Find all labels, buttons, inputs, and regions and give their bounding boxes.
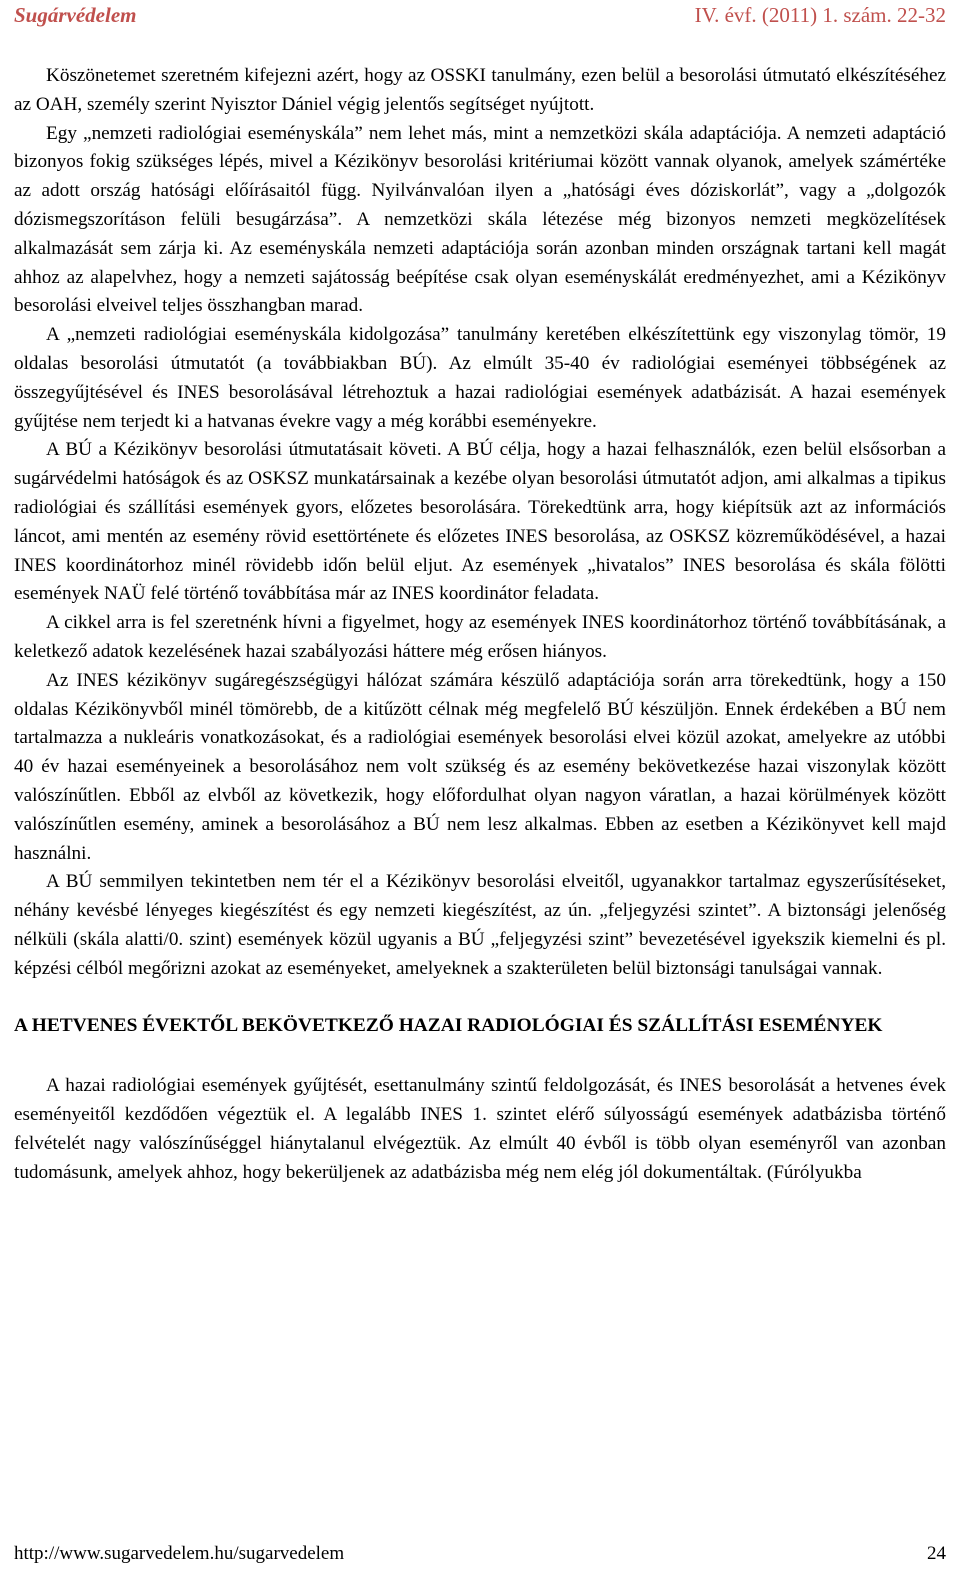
page-header: [14, 2, 946, 28]
page-footer: [14, 1541, 946, 1567]
footer-url[interactable]: http://www.sugarvedelem.hu/sugarvedelem: [14, 1543, 345, 1564]
section-paragraph: A hazai radiológiai események gyűjtését, esettanulmány szintű feldolgozását, és INES besorolását a hetvenes évek eseményeitől kezdődően végeztük el. A legalább INES 1. szintet elérő súlyosságú események adatbázisba történő felvételét nagy valószínűséggel hiánytalanul elvégeztük. Az elmúlt 40 évből is több olyan eseményről van azonban tudomásunk, amelyek ahhoz, hogy bekerüljenek az adatbázisba még nem elég jól dokumentáltak. (Fúrólyukba: [14, 1075, 946, 1183]
journal-title: Sugárvédelem: [14, 2, 137, 27]
paragraph: A BÚ a Kézikönyv besorolási útmutatásait követi. A BÚ célja, hogy a hazai felhasználók, ezen belül elsősorban a sugárvédelmi hatóságok és az OSKSZ munkatársainak a kezébe olyan besorolási útmutatót adjon, ami alkalmas a tipikus radiológiai és szállítási események gyors, előzetes besorolására. Törekedtünk arra, hogy kiépítsük azt az információs láncot, ami mentén az esemény rövid esettörténete és előzetes INES besorolása, az OSKSZ közreműködésével, a hazai INES koordinátorhoz minél rövidebb időn belül eljut. Az események „hivatalos” INES besorolása és skála fölötti események NAÜ felé történő továbbítása már az INES koordinátor feladata.: [14, 439, 946, 605]
paragraph-acknowledgement: Köszönetemet szeretném kifejezni azért, hogy az OSSKI tanulmány, ezen belül a besorolási útmutató elkészítéséhez az OAH, személy szerint Nyisztor Dániel végig jelentős segítséget nyújtott.: [14, 65, 946, 115]
paragraph: Egy „nemzeti radiológiai eseményskála” nem lehet más, mint a nemzetközi skála adaptációja. A nemzeti adaptáció bizonyos fokig szükséges lépés, mivel a Kézikönyv besorolási kritériumai között vannak olyanok, amelyek számértéke az adott ország hatósági előírásaitól függ. Nyilvánvalóan ilyen a „hatósági éves dóziskorlát”, vagy a „dolgozók dózismegszorításon felüli besugárzása”. A nemzetközi skála létezése még bizonyos nemzeti megközelítések alkalmazását sem zárja ki. Az eseményskála nemzeti adaptációja során azonban minden országnak tartani kell magát ahhoz az alapelvhez, hogy a nemzeti sajátosság beépítése csak olyan eseményskálát eredményezhet, ami a Kézikönyv besorolási elveivel teljes összhangban marad.: [14, 122, 946, 317]
paragraph: Az INES kézikönyv sugáregészségügyi hálózat számára készülő adaptációja során arra törekedtünk, hogy a 150 oldalas Kézikönyvből minél tömörebb, de a kitűzött célnak még megfelelő BÚ készüljön. Ennek érdekében a BÚ nem tartalmazza a nukleáris vonatkozásokat, és a radiológiai események besorolási elvei közül azokat, amelyekre az utóbbi 40 év hazai eseményeinek a besorolásához nem volt szükség és az esemény bekövetkezése hazai viszonylak között valószínűtlen. Ebből az elvből az következik, hogy előfordulhat olyan nagyon váratlan, a hazai körülmények között valószínűtlen esemény, aminek a besorolásához a BÚ nem lesz alkalmas. Ebben az esetben a Kézikönyvet kell majd használni.: [14, 669, 946, 864]
section-heading: A HETVENES ÉVEKTŐL BEKÖVETKEZŐ HAZAI RADIOLÓGIAI ÉS SZÁLLÍTÁSI ESEMÉNYEK: [14, 1014, 883, 1036]
paragraph: A „nemzeti radiológiai eseményskála kidolgozása” tanulmány keretében elkészítettünk egy viszonylag tömör, 19 oldalas besorolási útmutatót (a továbbiakban BÚ). Az elmúlt 35-40 év radiológiai eseményei többségének az összegyűjtésével és INES besorolásával létrehoztuk a hazai radiológiai események adatbázisát. A hazai események gyűjtése nem terjedt ki a hatvanas évekre vagy a még korábbi eseményekre.: [14, 324, 946, 432]
page-number: 24: [927, 1543, 946, 1564]
article-body: [14, 62, 946, 1187]
paragraph: A BÚ semmilyen tekintetben nem tér el a Kézikönyv besorolási elveitől, ugyanakkor tartalmaz egyszerűsítéseket, néhány kevésbé lényeges kiegészítést és egy nemzeti kiegészítést, az ún. „feljegyzési szintet”. A biztonsági jelenőség nélküli (skála alatti/0. szint) események közül ugyanis a BÚ „feljegyzési szint” bevezetésével igyekszik kiemelni és pl. képzési célból megőrizni azokat az eseményeket, amelyeknek a szakterületen belül biztonsági tanulságai vannak.: [14, 871, 946, 979]
issue-info: IV. évf. (2011) 1. szám. 22-32: [694, 2, 946, 27]
paragraph: A cikkel arra is fel szeretnénk hívni a figyelmet, hogy az események INES koordinátorhoz történő továbbításának, a keletkező adatok kezelésének hazai szabályozási háttere még erősen hiányos.: [14, 612, 946, 662]
